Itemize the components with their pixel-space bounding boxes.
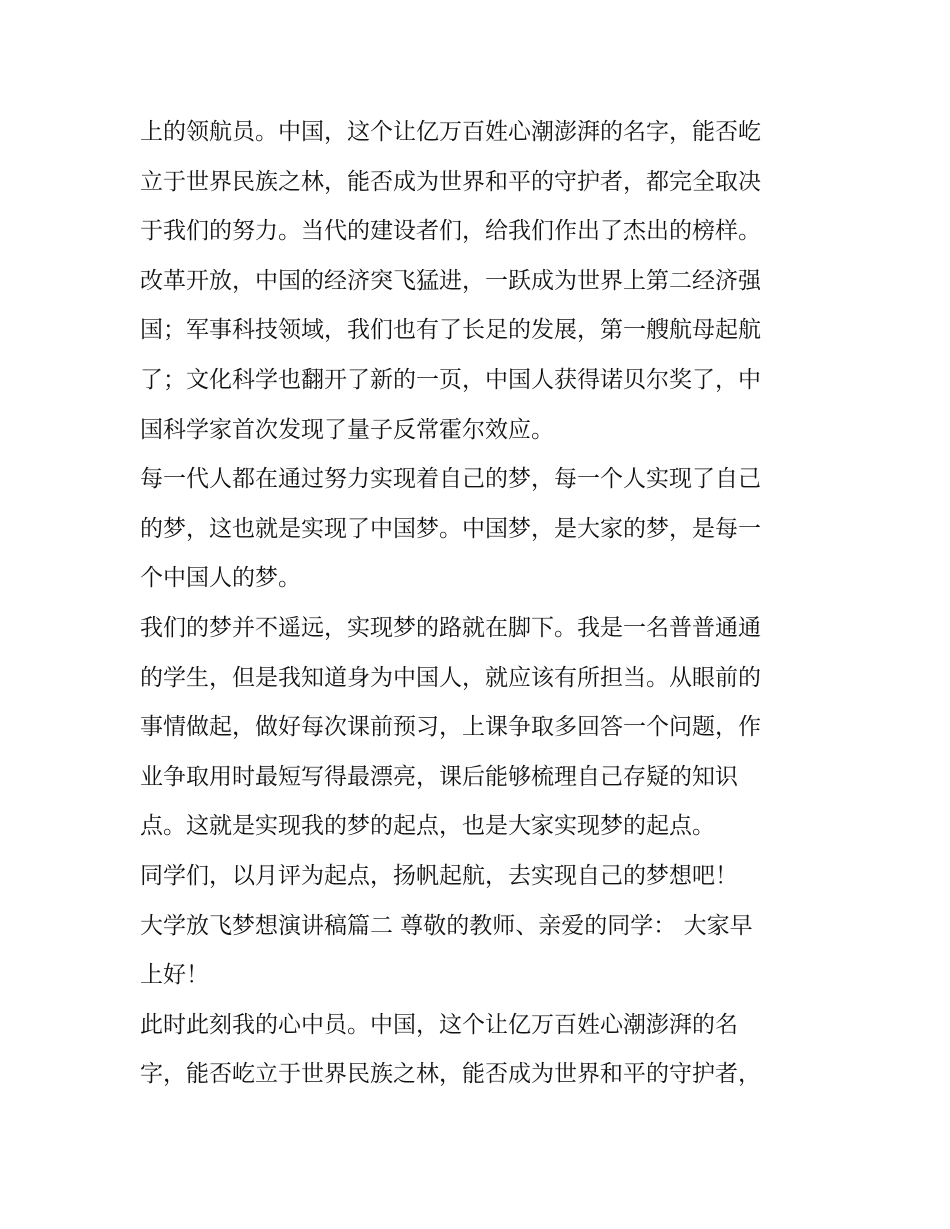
text-line: 此时此刻我的心中员。中国，这个让亿万百姓心潮澎湃的名: [140, 1011, 738, 1038]
text-line: 于我们的努力。当代的建设者们，给我们作出了杰出的榜样。: [140, 218, 761, 245]
text-line: 国科学家首次发现了量子反常霍尔效应。: [140, 416, 554, 443]
text-line: 业争取用时最短写得最漂亮，课后能够梳理自己存疑的知识: [140, 763, 738, 790]
text-line: 点。这就是实现我的梦的起点，也是大家实现梦的起点。: [140, 813, 715, 840]
text-line: 事情做起，做好每次课前预习，上课争取多回答一个问题，作: [140, 714, 761, 741]
text-line: 改革开放，中国的经济突飞猛进，一跃成为世界上第二经济强: [140, 267, 761, 294]
text-line: 个中国人的梦。: [140, 565, 301, 592]
text-line: 的梦，这也就是实现了中国梦。中国梦，是大家的梦，是每一: [140, 515, 761, 542]
text-line: 每一代人都在通过努力实现着自己的梦，每一个人实现了自己: [140, 466, 761, 493]
text-line: 了；文化科学也翻开了新的一页，中国人获得诺贝尔奖了，中: [140, 366, 761, 393]
text-line: 立于世界民族之林，能否成为世界和平的守护者，都完全取决: [140, 168, 761, 195]
text-line: 字，能否屹立于世界民族之林，能否成为世界和平的守护者，: [140, 1061, 761, 1088]
text-line: 同学们，以月评为起点，扬帆起航，去实现自己的梦想吧！: [140, 862, 738, 889]
document-body: [140, 108, 820, 1100]
text-line: 我们的梦并不遥远，实现梦的路就在脚下。我是一名普普通通: [140, 614, 761, 641]
text-line: 国；军事科技领域，我们也有了长足的发展，第一艘航母起航: [140, 317, 761, 344]
text-line: 上的领航员。中国，这个让亿万百姓心潮澎湃的名字，能否屹: [140, 119, 761, 145]
text-line: 的学生，但是我知道身为中国人，就应该有所担当。从眼前的: [140, 664, 761, 691]
text-line: 上好！: [140, 962, 209, 989]
text-line: 大学放飞梦想演讲稿篇二 尊敬的教师、亲爱的同学： 大家早: [140, 912, 753, 939]
